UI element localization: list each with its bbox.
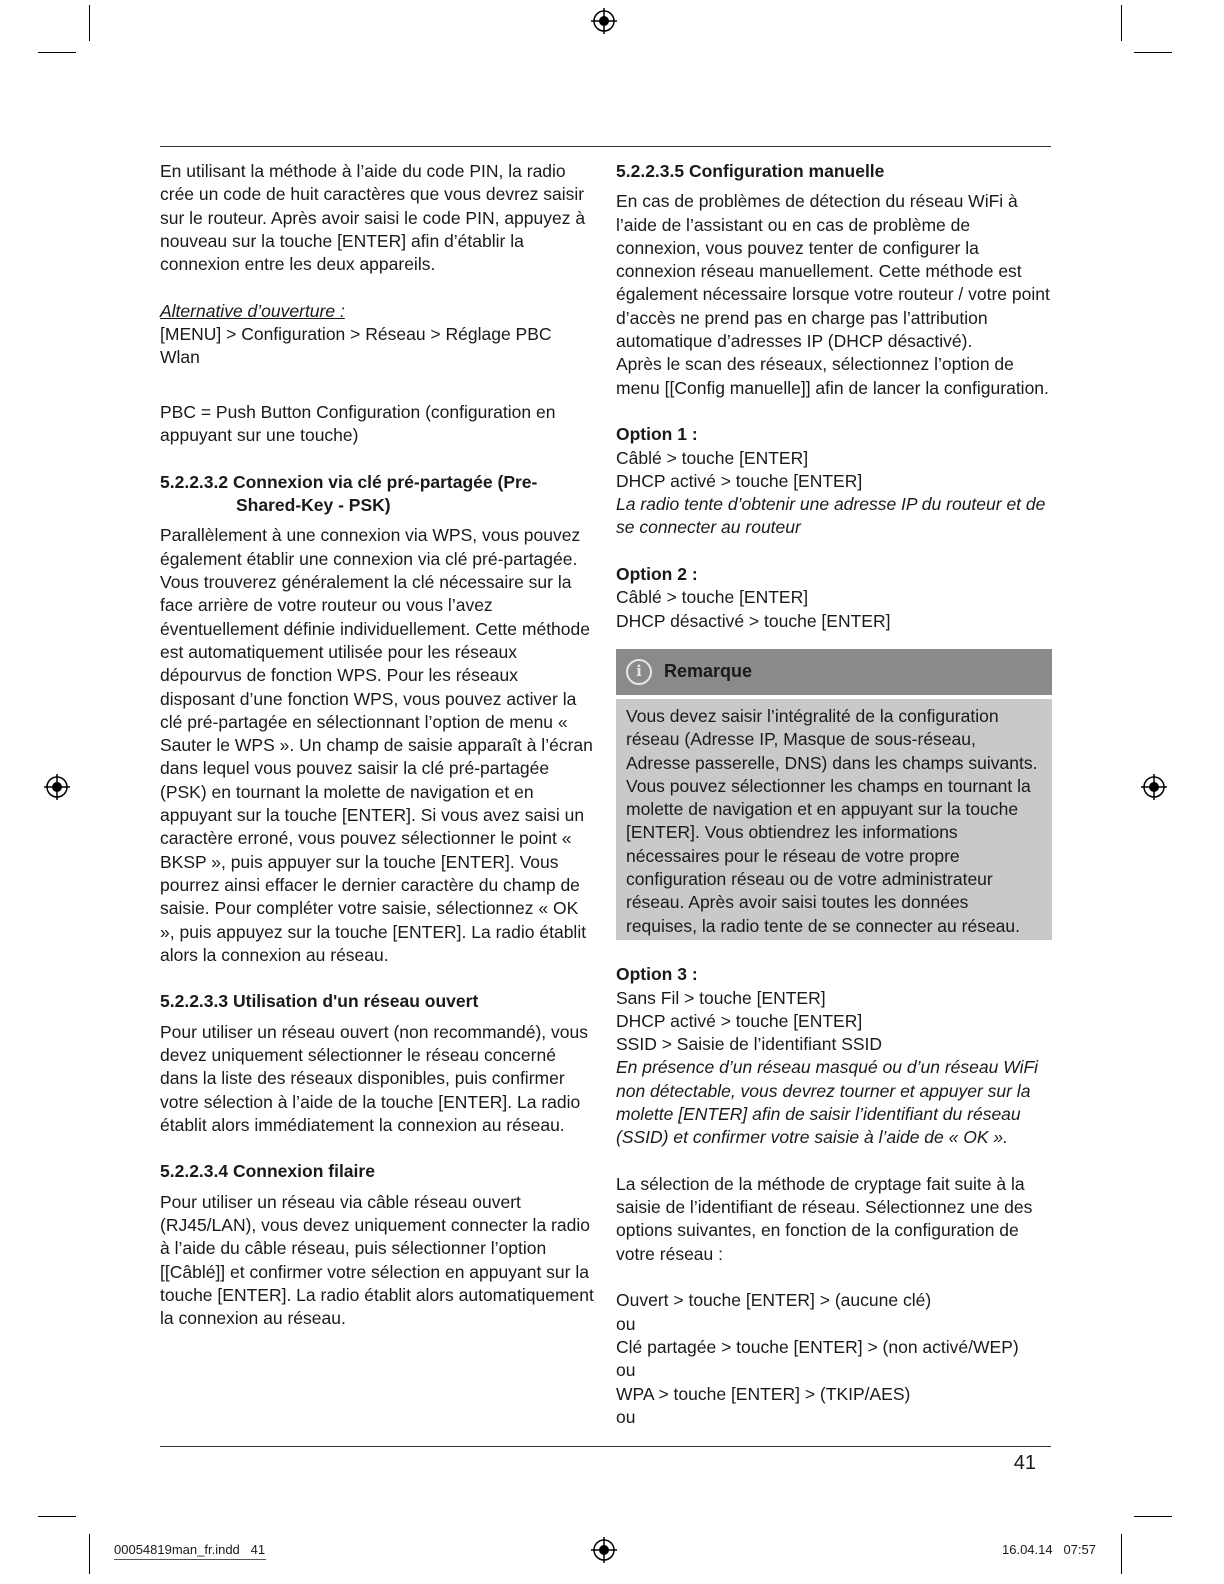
note-body-text: Vous devez saisir l’intégralité de la configuration réseau (Adresse IP, Masque de sous-réseau, Adresse passerelle, DNS) dans les champs suivants. Vous pouvez sélectionner les champs en tournant la molette de navigation et en appuyant sur la touche [ENTER]. Vous obtiendrez les informations nécessaires pour le réseau de votre propre configuration réseau ou de votre administrateur réseau. Après avoir saisi toutes les données requises, la radio tente de se connecter au réseau. xyxy=(626,705,1038,936)
section-body-psk: Parallèlement à une connexion via WPS, vous pouvez également établir une connexion via clé pré-partagée. Vous trouverez généralement la clé nécessaire sur la face arrière de votre routeur ou vous l’avez éventuellement définie individuellement. Cette méthode est automatiquement utilisée pour les réseaux dépourvus de fonction WPS. Pour les réseaux disposant d’une fonction WPS, vous pouvez activer la clé pré-partagée en sélectionnant l’option de menu « Sauter le WPS ». Un champ de saisie apparaît à l’écran dans lequel vous pouvez saisir la clé pré-partagée (PSK) en tournant la molette de navigation et en appuyant sur la touche [ENTER]. Si vous avez saisi un caractère erroné, vous pouvez sélectionner le point « BKSP », puis appuyer sur la touche [ENTER]. Vous pourrez ainsi effacer le dernier caractère du champ de saisie. Pour compléter votre saisie, sélectionnez « OK », puis appuyez sur la touche [ENTER]. La radio établit alors la connexion au réseau. xyxy=(160,525,593,965)
crop-mark xyxy=(1134,52,1172,53)
left-column xyxy=(160,160,596,1331)
option-2-line-1: Câblé > touche [ENTER] xyxy=(616,587,809,608)
slug-underline xyxy=(114,1559,266,1560)
encryption-option-shared-key: Clé partagée > touche [ENTER] > (non activé/WEP) xyxy=(616,1336,1019,1357)
option-2-line-2: DHCP désactivé > touche [ENTER] xyxy=(616,610,891,631)
slug-date: 16.04.14 07:57 xyxy=(1002,1542,1096,1557)
crop-mark xyxy=(38,1516,76,1517)
note-title: Remarque xyxy=(664,661,753,682)
section-body-manual-config-2: Après le scan des réseaux, sélectionnez l’option de menu [[Config manuelle]] afin de lancer la configuration. xyxy=(616,354,1049,398)
note-header xyxy=(616,649,1052,695)
registration-mark-icon xyxy=(1141,774,1167,800)
option-3-line-2: DHCP activé > touche [ENTER] xyxy=(616,1010,863,1031)
registration-mark-icon xyxy=(591,8,617,34)
crop-mark xyxy=(1121,1534,1122,1574)
option-1-line-1: Câblé > touche [ENTER] xyxy=(616,447,809,468)
section-title-psk: 5.2.2.3.2 Connexion via clé pré-partagée (Pre-Shared-Key - PSK) xyxy=(160,471,538,516)
encryption-option-open: Ouvert > touche [ENTER] > (aucune clé) xyxy=(616,1290,932,1311)
crop-mark xyxy=(89,1534,90,1574)
footer-rule xyxy=(160,1446,1051,1447)
info-icon: i xyxy=(626,659,652,685)
pbc-definition: PBC = Push Button Configuration (configuration en appuyant sur une touche) xyxy=(160,401,556,446)
right-column xyxy=(616,160,1052,1429)
or-separator: ou xyxy=(616,1406,636,1427)
note-box xyxy=(616,699,1052,940)
option-2-title: Option 2 : xyxy=(616,564,698,585)
alternative-menu-path: [MENU] > Configuration > Réseau > Réglage PBC Wlan xyxy=(160,324,552,368)
option-3-line-1: Sans Fil > touche [ENTER] xyxy=(616,987,826,1008)
option-1-note: La radio tente d’obtenir une adresse IP du routeur et de se connecter au routeur xyxy=(616,494,1046,538)
section-title-manual-config: 5.2.2.3.5 Configuration manuelle xyxy=(616,161,885,181)
or-separator: ou xyxy=(616,1313,636,1334)
registration-mark-icon xyxy=(591,1537,617,1563)
crop-mark xyxy=(1121,5,1122,41)
crop-mark xyxy=(89,5,90,41)
encryption-option-wpa: WPA > touche [ENTER] > (TKIP/AES) xyxy=(616,1383,911,1404)
crop-mark xyxy=(38,52,76,53)
section-body-manual-config: En cas de problèmes de détection du réseau WiFi à l’aide de l’assistant ou en cas de problème de connexion, vous pouvez tenter de configurer la connexion réseau manuellement. Cette méthode est également nécessaire lorsque votre routeur / votre point d’accès ne prend pas en charge pas l’attribution automatique d’adresses IP (DHCP désactivé). xyxy=(616,191,1050,352)
header-rule xyxy=(160,146,1051,147)
alternative-label: Alternative d’ouverture : xyxy=(160,300,345,321)
option-1-line-2: DHCP activé > touche [ENTER] xyxy=(616,470,863,491)
option-3-title: Option 3 : xyxy=(616,964,698,985)
section-body-open-network: Pour utiliser un réseau ouvert (non recommandé), vous devez uniquement sélectionner le réseau concerné dans la liste des réseaux disponibles, puis confirmer votre sélection à l’aide de la touche [ENTER]. La radio établit alors immédiatement la connexion au réseau. xyxy=(160,1021,588,1135)
option-3-note: En présence d’un réseau masqué ou d’un réseau WiFi non détectable, vous devrez tourner et appuyer sur la molette [ENTER] afin de saisir l’identifiant du réseau (SSID) et confirmer votre saisie à l’aide de « OK ». xyxy=(616,1057,1039,1148)
slug-filename: 00054819man_fr.indd 41 xyxy=(114,1542,266,1557)
registration-mark-icon xyxy=(44,774,70,800)
crop-mark xyxy=(1134,1516,1172,1517)
section-title-wired: 5.2.2.3.4 Connexion filaire xyxy=(160,1161,375,1182)
intro-paragraph: En utilisant la méthode à l’aide du code PIN, la radio crée un code de huit caractères que vous devrez saisir sur le routeur. Après avoir saisi le code PIN, appuyez à nouveau sur la touche [ENTER] afin d’établir la connexion entre les deux appareils. xyxy=(160,161,586,275)
section-title-open-network: 5.2.2.3.3 Utilisation d'un réseau ouvert xyxy=(160,991,479,1012)
or-separator: ou xyxy=(616,1360,636,1381)
page-number: 41 xyxy=(1013,1452,1036,1474)
section-body-wired: Pour utiliser un réseau via câble réseau ouvert (RJ45/LAN), vous devez uniquement connecter la radio à l’aide du câble réseau, puis sélectionner l’option [[Câblé]] et confirmer votre sélection en appuyant sur la touche [ENTER]. La radio établit alors automatiquement la connexion au réseau. xyxy=(160,1191,594,1329)
option-1-title: Option 1 : xyxy=(616,424,698,445)
encryption-intro: La sélection de la méthode de cryptage fait suite à la saisie de l’identifiant de réseau. Sélectionnez une des options suivantes, en fonction de la configuration de votre réseau : xyxy=(616,1173,1033,1264)
option-3-line-3: SSID > Saisie de l’identifiant SSID xyxy=(616,1034,883,1055)
